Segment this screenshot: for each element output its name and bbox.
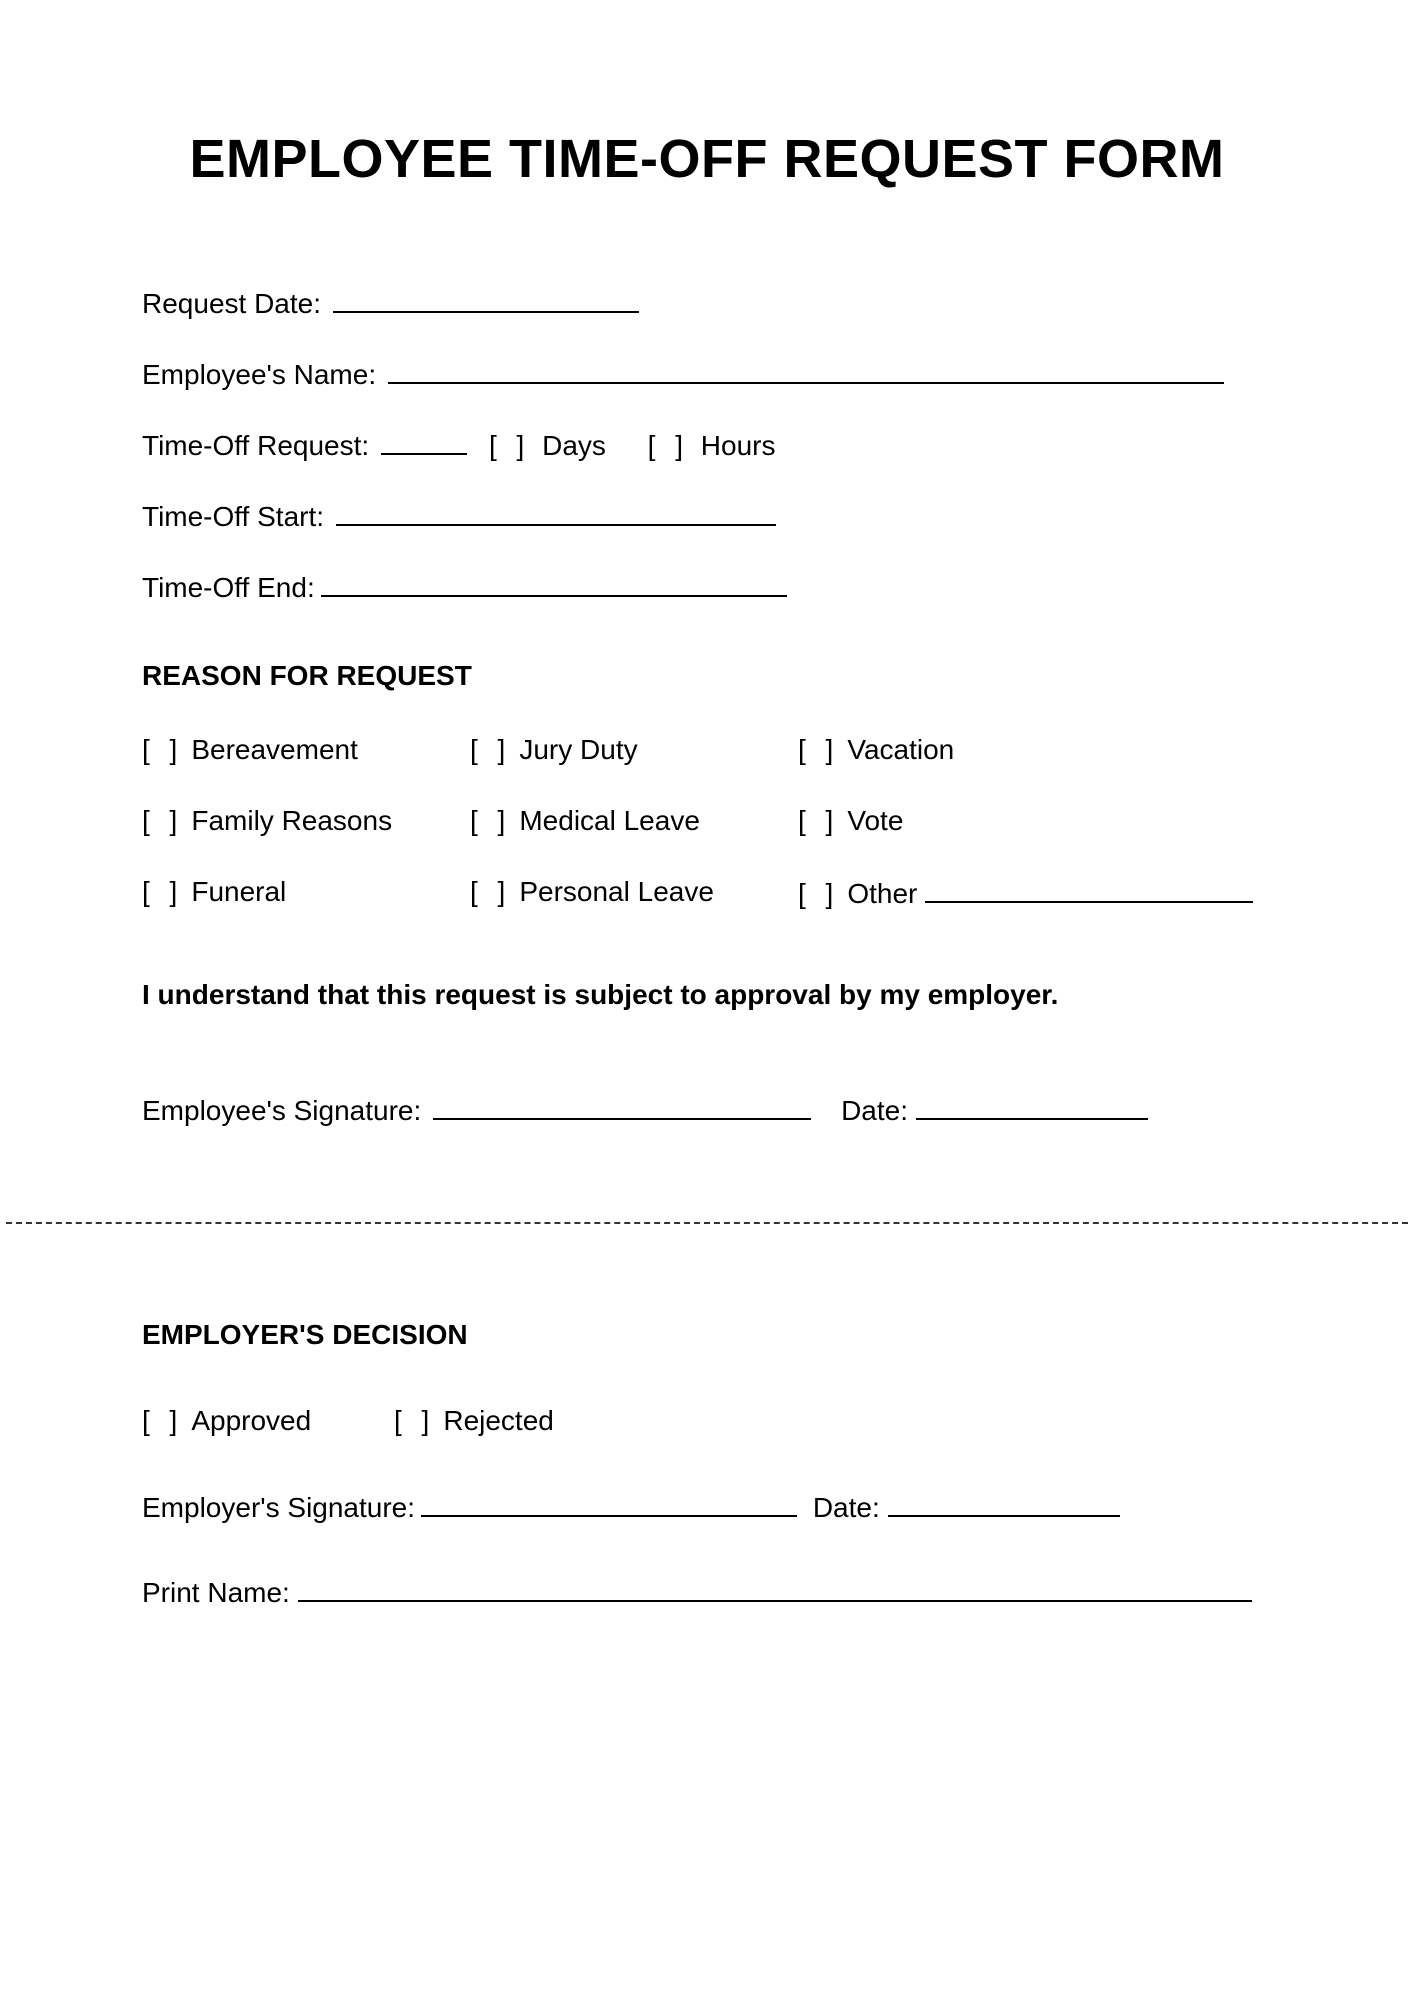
time-off-end-field[interactable] xyxy=(321,569,787,597)
checkbox[interactable]: [ ] xyxy=(142,805,184,836)
decision-rejected[interactable] xyxy=(394,1404,554,1438)
checkbox[interactable]: [ ] xyxy=(798,878,840,909)
other-reason-field[interactable] xyxy=(925,875,1253,903)
time-off-end-label: Time-Off End: xyxy=(142,572,315,603)
reason-jury-duty[interactable] xyxy=(470,733,638,767)
employee-date-label: Date: xyxy=(841,1095,908,1126)
checkbox[interactable]: [ ] xyxy=(394,1405,436,1436)
option-label: Vote xyxy=(847,805,904,836)
employee-signature-label: Employee's Signature: xyxy=(142,1095,422,1126)
checkbox[interactable]: [ ] xyxy=(470,876,512,907)
checkbox[interactable]: [ ] xyxy=(470,734,512,765)
request-date-row xyxy=(142,285,639,321)
employee-signature-row xyxy=(142,1092,1148,1128)
reason-medical-leave[interactable] xyxy=(470,804,700,838)
option-label: Medical Leave xyxy=(519,805,700,836)
time-off-request-row xyxy=(142,427,776,463)
option-label: Other xyxy=(847,878,918,909)
time-off-start-row xyxy=(142,498,776,534)
employer-date-label: Date: xyxy=(812,1492,880,1523)
hours-checkbox[interactable]: [ ] xyxy=(647,430,690,461)
option-label: Family Reasons xyxy=(191,805,393,836)
checkbox[interactable]: [ ] xyxy=(470,805,512,836)
reason-vacation[interactable] xyxy=(798,733,954,767)
employer-signature-label: Employer's Signature: xyxy=(142,1492,416,1523)
approval-statement: I understand that this request is subject to approval by my employer. xyxy=(142,979,1059,1010)
checkbox[interactable]: [ ] xyxy=(142,876,184,907)
cut-line-divider xyxy=(6,1222,1408,1224)
print-name-label: Print Name: xyxy=(142,1577,290,1608)
form-title: EMPLOYEE TIME-OFF REQUEST FORM xyxy=(189,129,1225,189)
option-label: Funeral xyxy=(191,876,287,907)
reason-bereavement[interactable] xyxy=(142,733,358,767)
reason-funeral[interactable] xyxy=(142,875,286,909)
option-label: Rejected xyxy=(443,1405,554,1436)
reason-other[interactable] xyxy=(798,875,1253,911)
option-label: Approved xyxy=(191,1405,312,1436)
time-off-amount-field[interactable] xyxy=(381,427,467,455)
option-label: Vacation xyxy=(847,734,955,765)
decision-approved[interactable] xyxy=(142,1404,311,1438)
decision-heading: EMPLOYER'S DECISION xyxy=(142,1319,468,1350)
reason-personal-leave[interactable] xyxy=(470,875,714,909)
option-label: Jury Duty xyxy=(519,734,638,765)
employee-name-row xyxy=(142,356,1224,392)
employee-name-label: Employee's Name: xyxy=(142,359,377,390)
reason-vote[interactable] xyxy=(798,804,903,838)
print-name-field[interactable] xyxy=(298,1574,1252,1602)
days-checkbox[interactable]: [ ] xyxy=(488,430,531,461)
employer-signature-row xyxy=(142,1489,1120,1525)
time-off-end-row xyxy=(142,569,787,605)
checkbox[interactable]: [ ] xyxy=(142,1405,184,1436)
option-label: Personal Leave xyxy=(519,876,714,907)
employee-name-field[interactable] xyxy=(388,356,1224,384)
employer-signature-field[interactable] xyxy=(421,1489,797,1517)
employee-signature-field[interactable] xyxy=(433,1092,811,1120)
employer-date-field[interactable] xyxy=(888,1489,1120,1517)
hours-label: Hours xyxy=(700,430,776,461)
request-date-label: Request Date: xyxy=(142,288,321,319)
request-date-field[interactable] xyxy=(333,285,639,313)
employee-date-field[interactable] xyxy=(916,1092,1148,1120)
reason-family-reasons[interactable] xyxy=(142,804,392,838)
time-off-start-field[interactable] xyxy=(336,498,776,526)
days-label: Days xyxy=(542,430,606,461)
time-off-request-label: Time-Off Request: xyxy=(142,430,370,461)
time-off-start-label: Time-Off Start: xyxy=(142,501,325,532)
reason-heading: REASON FOR REQUEST xyxy=(142,660,472,691)
print-name-row xyxy=(142,1574,1252,1610)
checkbox[interactable]: [ ] xyxy=(798,805,840,836)
option-label: Bereavement xyxy=(191,734,358,765)
checkbox[interactable]: [ ] xyxy=(798,734,840,765)
checkbox[interactable]: [ ] xyxy=(142,734,184,765)
